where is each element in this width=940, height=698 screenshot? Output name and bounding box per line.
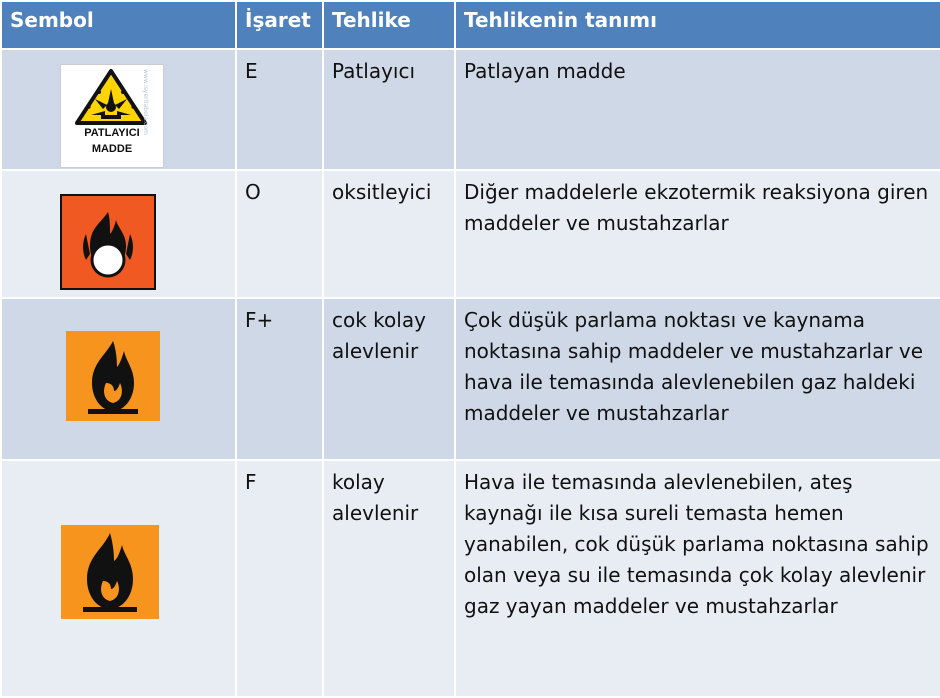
flammable-flame-icon [61,525,159,619]
code-cell: F [236,460,323,697]
explosive-warning-sign-icon [60,64,164,168]
oxidizing-flame-over-circle-icon [60,194,156,290]
hazard-cell: Patlayıcı [323,49,455,170]
code-cell: F+ [236,298,323,460]
description-cell: Hava ile temasında alevlenebilen, ateş kaynağı ile kısa sureli temasta hemen yanabilen, cok düşük parlama noktasına sahip olan veya su ile temasında çok kolay alevlenir gaz yayan maddeler ve mustahzarlar [455,460,940,697]
symbol-cell [1,460,236,697]
symbol-cell [1,170,236,298]
flammable-flame-icon [66,331,160,421]
hazard-cell: oksitleyici [323,170,455,298]
watermark: www.isyeritabela.com [142,69,149,135]
hazard-cell: kolay alevlenir [323,460,455,697]
header-row [1,1,940,49]
table-row [1,460,940,697]
header-description: Tehlikenin tanımı [455,1,940,49]
header-hazard: Tehlike [323,1,455,49]
sign-text-line2: MADDE [91,143,133,155]
table-row [1,49,940,170]
code-cell: E [236,49,323,170]
description-cell: Çok düşük parlama noktası ve kaynama noktasına sahip maddeler ve mustahzarlar ve hava ile temasında alevlenebilen gaz haldeki maddeler ve mustahzarlar [455,298,940,460]
description-cell: Diğer maddelerle ekzotermik reaksiyona giren maddeler ve mustahzarlar [455,170,940,298]
header-code: İşaret [236,1,323,49]
sign-text-line1: PATLAYICI [84,127,140,139]
symbol-cell [1,49,236,170]
header-symbol: Sembol [1,1,236,49]
table-row [1,298,940,460]
symbol-cell [1,298,236,460]
code-cell: O [236,170,323,298]
table-row [1,170,940,298]
description-cell: Patlayan madde [455,49,940,170]
hazard-cell: cok kolay alevlenir [323,298,455,460]
